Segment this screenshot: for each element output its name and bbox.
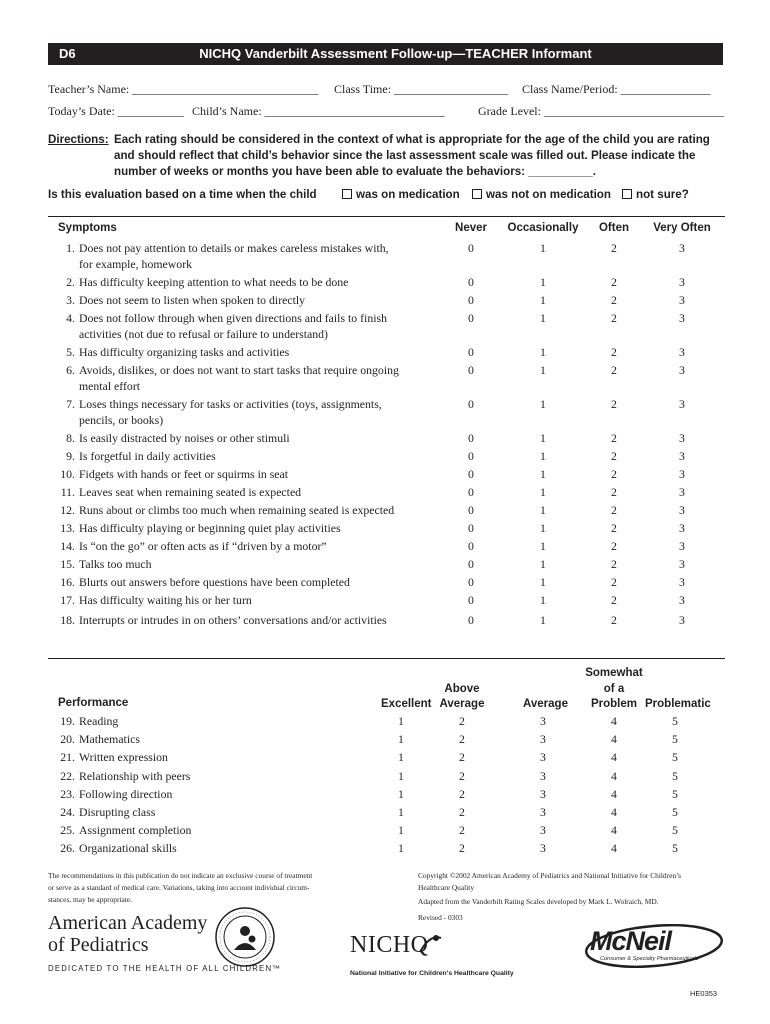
rating-option[interactable]: 4 [611,714,617,728]
rating-option[interactable]: 1 [540,275,546,289]
symptom-row [48,274,728,290]
rating-option[interactable]: 1 [540,575,546,589]
performance-row [48,840,728,856]
checkbox-not-sure[interactable] [622,189,632,199]
rating-option[interactable]: 4 [611,786,617,801]
rating-option[interactable]: 2 [611,431,617,445]
rating-option[interactable]: 0 [468,521,474,535]
performance-number: 23. [60,786,75,801]
rating-option[interactable]: 3 [679,241,685,255]
rating-option[interactable]: 0 [468,613,474,627]
form-code: D6 [59,46,76,61]
performance-column-header: Above Average [439,682,485,710]
rating-option[interactable]: 2 [611,311,617,325]
rating-option[interactable]: 2 [611,449,617,463]
symptom-row [48,362,728,394]
performance-column-header: Problematic [645,698,711,710]
symptom-row [48,484,728,500]
rating-option[interactable]: 5 [672,768,678,783]
symptom-row [48,574,728,590]
symptom-number: 4. [66,311,75,325]
form-code-footer: HE0353 [690,989,718,998]
rating-option[interactable]: 3 [540,841,546,856]
symptom-number: 16. [60,575,75,589]
rating-option[interactable]: 0 [468,363,474,377]
symptom-number: 5. [66,345,75,359]
symptom-text: Has difficulty keeping attention to what needs to be done [79,275,349,289]
rating-option[interactable]: 3 [540,786,546,801]
col-occasionally: Occasionally [507,222,579,234]
symptom-number: 10. [60,467,75,481]
rating-option[interactable]: 1 [540,363,546,377]
rating-option[interactable]: 2 [611,345,617,359]
symptom-row [48,344,728,360]
performance-column-header: Excellent [381,698,432,710]
performance-label: Reading [79,714,119,728]
performance-row [48,713,728,729]
performance-row [48,731,728,747]
rating-option[interactable]: 2 [459,841,465,856]
symptom-number: 15. [60,557,75,571]
symptoms-top-rule [48,216,725,217]
symptom-number: 3. [66,293,75,307]
symptom-row [48,448,728,464]
symptom-number: 14. [60,539,75,553]
directions-text: Each rating should be considered in the context of what is appropriate for the age of the child you are rating and should reflect that child’s behavior since the last assessment scale was filled out. Please indicate the number of weeks or months you have been able to evaluate the behaviors: __________. [114,133,710,178]
rating-option[interactable]: 1 [398,768,404,783]
rating-option[interactable]: 3 [679,503,685,517]
rating-option[interactable]: 0 [468,293,474,307]
rating-option[interactable]: 0 [468,431,474,445]
rating-option[interactable]: 3 [679,293,685,307]
rating-option[interactable]: 1 [540,613,546,627]
performance-column-header: Average [523,698,568,710]
not-sure-option[interactable]: not sure? [622,188,689,201]
medication-question: Is this evaluation based on a time when the child [48,188,317,201]
symptom-text: Runs about or climbs too much when remaining seated is expected [79,503,395,517]
symptom-text: Loses things necessary for tasks or activities (toys, assignments, pencils, or books) [79,397,382,427]
symptom-number: 18. [60,613,75,627]
rating-option[interactable]: 1 [540,539,546,553]
rating-option[interactable]: 1 [398,786,404,801]
col-never: Never [455,222,487,234]
rating-option[interactable]: 1 [398,805,404,819]
symptom-number: 11. [60,485,75,499]
rating-option[interactable]: 5 [672,732,678,747]
performance-row [48,768,728,784]
rating-option[interactable]: 2 [459,768,465,783]
symptom-number: 9. [66,449,75,463]
mcneil-tagline: Consumer & Specialty Pharmaceuticals [600,956,699,962]
rating-option[interactable]: 2 [611,363,617,377]
grade-level-field[interactable]: Grade Level: ______________________________ [478,104,724,118]
rating-option[interactable]: 1 [398,841,404,856]
symptom-text: Does not pay attention to details or makes careless mistakes with, for example, homework [79,241,389,271]
rating-option[interactable]: 1 [540,311,546,325]
symptom-row [48,612,728,628]
symptom-text: Does not follow through when given directions and fails to finish activities (not due to refusal or failure to understand) [79,311,387,341]
rating-option[interactable]: 1 [540,449,546,463]
rating-option[interactable]: 3 [679,593,685,607]
symptom-number: 2. [66,275,75,289]
performance-label: Relationship with peers [79,768,191,783]
rating-option[interactable]: 3 [679,613,685,627]
rating-option[interactable]: 0 [468,397,474,411]
rating-option[interactable]: 0 [468,241,474,255]
rating-option[interactable]: 2 [611,503,617,517]
rating-option[interactable]: 3 [679,557,685,571]
rating-option[interactable]: 1 [398,750,404,765]
rating-option[interactable]: 0 [468,503,474,517]
performance-label: Following direction [79,786,173,801]
rating-option[interactable]: 3 [540,805,546,819]
symptom-row [48,502,728,518]
copyright: Copyright ©2002 American Academy of Pediatrics and National Initiative for Children’s Healthcare Quality [418,871,681,892]
symptom-row [48,430,728,446]
aap-seal-icon [214,906,276,973]
symptom-text: Blurts out answers before questions have been completed [79,575,350,589]
symptom-text: Has difficulty waiting his or her turn [79,593,252,607]
rating-option[interactable]: 5 [672,823,678,838]
rating-option[interactable]: 3 [679,311,685,325]
performance-top-rule [48,658,725,659]
rating-option[interactable]: 3 [540,714,546,728]
rating-option[interactable]: 5 [672,750,678,765]
rating-option[interactable]: 2 [611,485,617,499]
symptom-text: Is easily distracted by noises or other stimuli [79,431,290,445]
performance-heading: Performance [58,697,129,709]
symptoms-heading: Symptoms [58,222,117,234]
symptom-number: 17. [60,593,75,607]
symptom-row [48,310,728,342]
rating-option[interactable]: 1 [540,485,546,499]
rating-option[interactable]: 3 [540,768,546,783]
symptom-number: 12. [60,503,75,517]
child-name-field[interactable]: Child’s Name: ______________________________ [192,104,445,118]
symptom-text: Talks too much [79,557,152,571]
rating-option[interactable]: 3 [679,397,685,411]
rating-option[interactable]: 0 [468,485,474,499]
rating-option[interactable]: 2 [611,613,617,627]
rating-option[interactable]: 2 [611,557,617,571]
rating-option[interactable]: 5 [672,841,678,856]
symptom-text: Does not seem to listen when spoken to directly [79,293,306,307]
symptom-row [48,240,728,272]
performance-row [48,749,728,765]
rating-option[interactable]: 3 [540,823,546,838]
checkbox-not-on-medication[interactable] [472,189,482,199]
symptom-text: Is forgetful in daily activities [79,449,216,463]
rating-option[interactable]: 1 [540,521,546,535]
performance-number: 25. [60,823,75,838]
performance-label: Written expression [79,750,168,765]
rating-option[interactable]: 3 [679,575,685,589]
rating-option[interactable]: 2 [611,397,617,411]
rating-option[interactable]: 3 [540,750,546,765]
symptom-row [48,396,728,428]
rating-option[interactable]: 1 [540,345,546,359]
symptom-number: 13. [60,521,75,535]
symptom-number: 1. [66,241,75,255]
on-medication-option[interactable]: was on medication [342,188,460,201]
rating-option[interactable]: 2 [459,786,465,801]
symptom-row [48,466,728,482]
performance-number: 26. [60,841,75,856]
rating-option[interactable]: 2 [459,823,465,838]
rating-option[interactable]: 0 [468,539,474,553]
rating-option[interactable]: 3 [540,732,546,747]
rating-option[interactable]: 3 [679,275,685,289]
not-on-medication-option[interactable]: was not on medication [472,188,611,201]
rating-option[interactable]: 1 [540,293,546,307]
disclaimer: The recommendations in this publication do not indicate an exclusive course of treatment or serve as a standard of medical care. Variations, taking into account individual circum- stances, may be appropriate. [48,871,313,904]
symptom-row [48,538,728,554]
rating-option[interactable]: 0 [468,557,474,571]
symptom-text: Avoids, dislikes, or does not want to start tasks that require ongoing mental effort [79,363,399,393]
rating-option[interactable]: 0 [468,345,474,359]
symptom-row [48,556,728,572]
rating-option[interactable]: 1 [398,823,404,838]
rating-option[interactable]: 1 [540,431,546,445]
symptom-row [48,592,728,608]
teacher-name-field[interactable]: Teacher’s Name: _______________________________ [48,82,319,96]
symptom-row [48,292,728,308]
performance-label: Organizational skills [79,841,177,856]
form-title: NICHQ Vanderbilt Assessment Follow-up—TEACHER Informant [199,46,592,61]
rating-option[interactable]: 3 [679,521,685,535]
performance-number: 21. [60,750,75,765]
rating-option[interactable]: 1 [540,593,546,607]
rating-option[interactable]: 2 [611,241,617,255]
symptom-text: Leaves seat when remaining seated is expected [79,485,302,499]
col-very-often: Very Often [653,222,711,234]
rating-option[interactable]: 0 [468,275,474,289]
rating-option[interactable]: 1 [540,397,546,411]
symptom-text: Has difficulty organizing tasks and activities [79,345,290,359]
directions-label: Directions: [48,133,109,146]
performance-number: 20. [60,732,75,747]
class-name-field[interactable]: Class Name/Period: _______________ [522,82,711,96]
rating-option[interactable]: 3 [679,485,685,499]
rating-option[interactable]: 2 [459,805,465,819]
rating-option[interactable]: 4 [611,805,617,819]
performance-column-header: Somewhat of a Problem [585,667,643,710]
rating-option[interactable]: 2 [611,575,617,589]
rating-option[interactable]: 4 [611,841,617,856]
nichq-logo: NICHQ [350,932,429,958]
performance-label: Disrupting class [79,805,156,819]
rating-option[interactable]: 1 [540,241,546,255]
rating-option[interactable]: 2 [611,293,617,307]
rating-option[interactable]: 2 [459,714,465,728]
aap-logo-text: American Academy of Pediatrics [48,912,208,956]
symptom-number: 8. [66,431,75,445]
rating-option[interactable]: 0 [468,575,474,589]
performance-number: 22. [60,768,75,783]
rating-option[interactable]: 2 [459,732,465,747]
rating-option[interactable]: 3 [679,539,685,553]
checkbox-on-medication[interactable] [342,189,352,199]
rating-option[interactable]: 2 [611,539,617,553]
performance-row [48,804,728,820]
rating-option[interactable]: 0 [468,449,474,463]
symptom-text: Is “on the go” or often acts as if “driven by a motor” [79,539,327,553]
rating-option[interactable]: 0 [468,593,474,607]
rating-option[interactable]: 3 [679,467,685,481]
rating-option[interactable]: 3 [679,449,685,463]
adapted-note: Adapted from the Vanderbilt Rating Scales developed by Mark L. Wolraich, MD. [418,897,659,906]
rating-option[interactable]: 2 [611,467,617,481]
col-often: Often [598,222,630,234]
performance-number: 24. [60,805,75,819]
performance-label: Assignment completion [79,823,192,838]
revised-note: Revised - 0303 [418,913,463,922]
form-header-bar [48,43,723,65]
rating-option[interactable]: 5 [672,714,678,728]
performance-row [48,786,728,802]
class-time-field[interactable]: Class Time: ___________________ [334,82,509,96]
rating-option[interactable]: 1 [540,467,546,481]
rating-option[interactable]: 4 [611,750,617,765]
rating-option[interactable]: 3 [679,431,685,445]
symptom-text: Has difficulty playing or beginning quiet play activities [79,521,341,535]
symptom-number: 7. [66,397,75,411]
rating-option[interactable]: 5 [672,786,678,801]
rating-option[interactable]: 2 [459,750,465,765]
rating-option[interactable]: 4 [611,823,617,838]
rating-option[interactable]: 2 [611,593,617,607]
symptom-number: 6. [66,363,75,377]
rating-option[interactable]: 2 [611,521,617,535]
rating-option[interactable]: 5 [672,805,678,819]
performance-number: 19. [60,714,75,728]
rating-option[interactable]: 3 [679,363,685,377]
rating-option[interactable]: 1 [398,714,404,728]
nichq-swoosh-icon [417,932,443,961]
performance-row [48,822,728,838]
rating-option[interactable]: 1 [398,732,404,747]
rating-option[interactable]: 0 [468,311,474,325]
rating-option[interactable]: 3 [679,345,685,359]
rating-option[interactable]: 1 [540,503,546,517]
rating-option[interactable]: 0 [468,467,474,481]
rating-option[interactable]: 4 [611,768,617,783]
aap-tagline: DEDICATED TO THE HEALTH OF ALL CHILDREN™ [48,964,282,973]
nichq-tagline: National Initiative for Children’s Healthcare Quality [350,970,514,977]
rating-option[interactable]: 2 [611,275,617,289]
rating-option[interactable]: 4 [611,732,617,747]
symptom-text: Interrupts or intrudes in on others’ conversations and/or activities [79,613,387,627]
performance-label: Mathematics [79,732,140,747]
symptom-text: Fidgets with hands or feet or squirms in seat [79,467,289,481]
todays-date-field[interactable]: Today’s Date: ___________ [48,104,184,118]
rating-option[interactable]: 1 [540,557,546,571]
mcneil-logo: McNeil [590,926,672,956]
symptom-row [48,520,728,536]
